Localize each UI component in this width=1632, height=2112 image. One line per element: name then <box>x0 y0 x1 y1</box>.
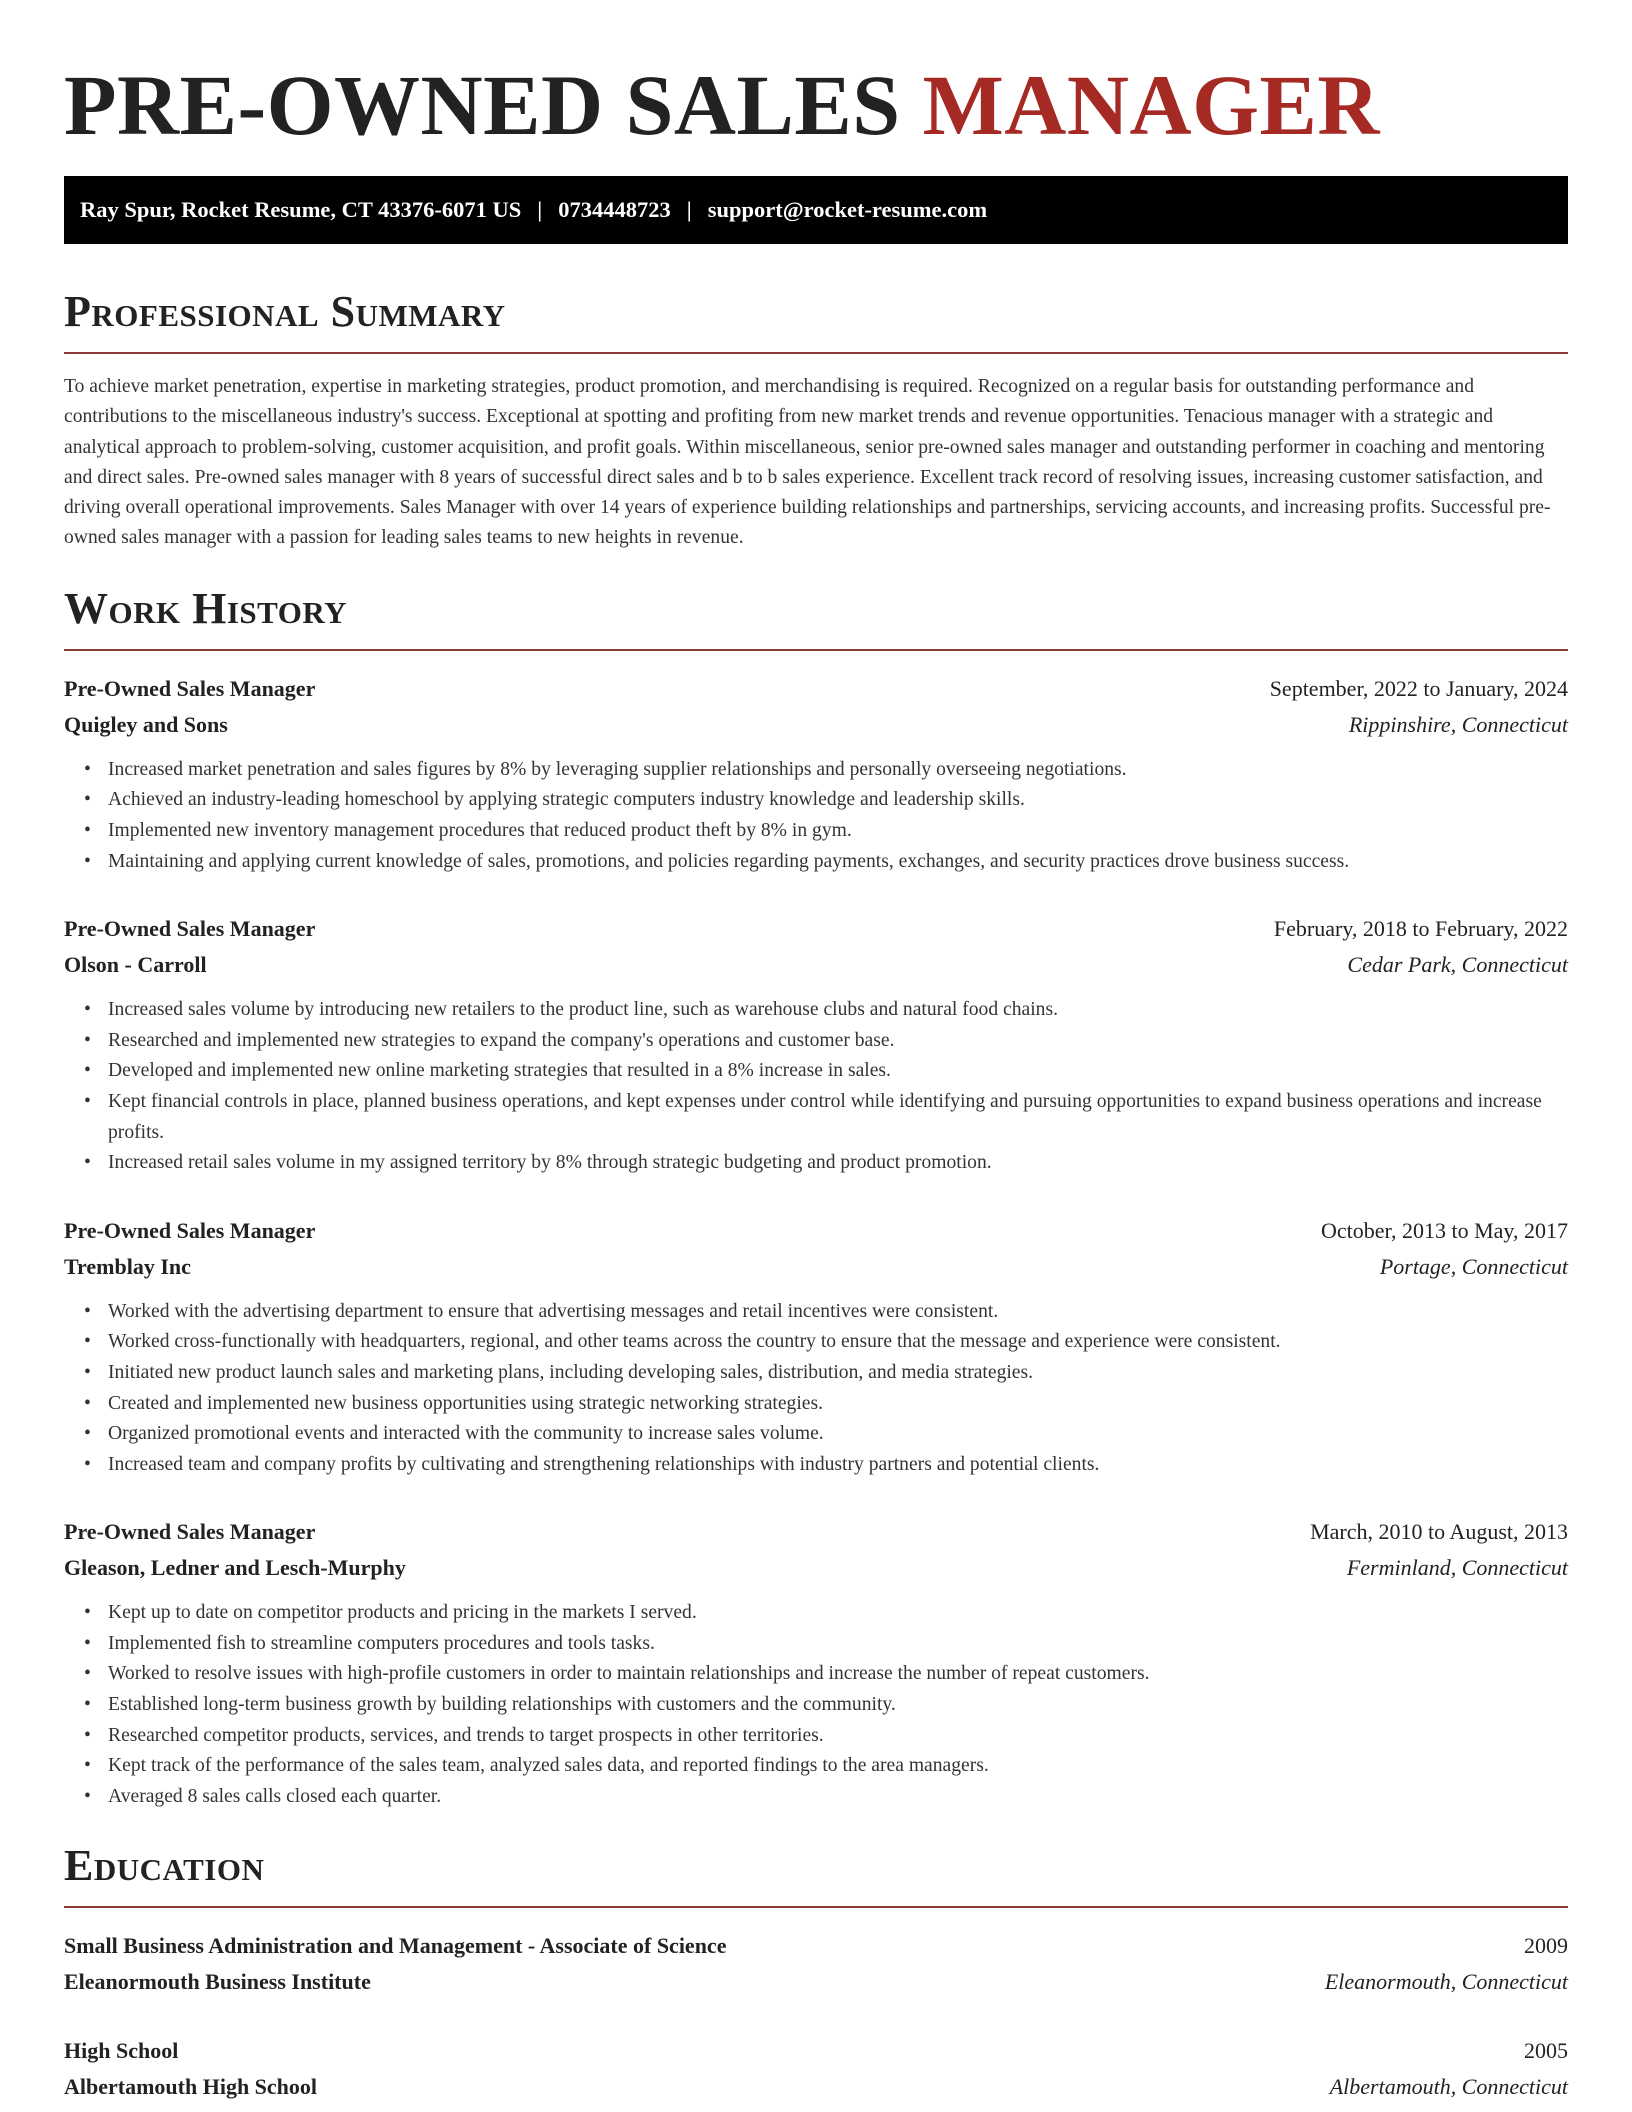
job-location: Rippinshire, Connecticut <box>1348 711 1568 737</box>
job-entry <box>64 1213 1568 1481</box>
job-bullet-text: Researched and implemented new strategies to expand the company's operations and customer base. <box>108 1029 895 1051</box>
contact-separator: | <box>537 197 543 222</box>
job-location: Portage, Connecticut <box>1379 1253 1568 1279</box>
bullet-marker: • <box>84 1331 91 1353</box>
job-company: Olson - Carroll <box>64 952 207 978</box>
bullet-marker: • <box>84 789 91 811</box>
job-bullet-text: Increased market penetration and sales figures by 8% by leveraging supplier relationships and personally overseeing negotiations. <box>108 758 1127 780</box>
job-bullet <box>84 1419 1568 1450</box>
job-bullet-text: Worked cross-functionally with headquarters, regional, and other teams across the country to ensure that the message and experience were consistent. <box>108 1331 1281 1353</box>
education-degree-row <box>64 1928 1568 1964</box>
education-degree-row <box>64 2033 1568 2069</box>
bullet-marker: • <box>84 1060 91 1082</box>
contact-separator: | <box>686 197 692 222</box>
job-bullet <box>84 1751 1568 1782</box>
job-entry <box>64 911 1568 1179</box>
job-dates: September, 2022 to January, 2024 <box>1269 675 1568 701</box>
job-header-row <box>64 1213 1568 1249</box>
job-bullet <box>84 1056 1568 1087</box>
bullet-marker: • <box>84 1453 91 1475</box>
job-bullet <box>84 1450 1568 1481</box>
education-degree: High School <box>64 2038 179 2064</box>
job-bullet-text: Created and implemented new business opportunities using strategic networking strategies. <box>108 1392 824 1414</box>
job-entry <box>64 1514 1568 1812</box>
job-bullet-text: Researched competitor products, services, and trends to target prospects in other territories. <box>108 1724 824 1746</box>
education-location: Eleanormouth, Connecticut <box>1324 1969 1568 1995</box>
job-bullet-text: Kept financial controls in place, planned business operations, and kept expenses under control while identifying and pursuing opportunities to expand business operations and increase profits. <box>108 1090 1542 1143</box>
job-title: Pre-Owned Sales Manager <box>64 916 316 942</box>
job-company: Tremblay Inc <box>64 1253 191 1279</box>
job-bullet <box>84 1026 1568 1057</box>
job-company-row <box>64 947 1568 983</box>
job-location: Cedar Park, Connecticut <box>1347 952 1568 978</box>
education-entry <box>64 2033 1568 2105</box>
section-divider <box>64 352 1568 354</box>
contact-bar <box>64 176 1568 244</box>
job-bullet <box>84 1087 1568 1148</box>
job-bullet <box>84 1721 1568 1752</box>
job-bullet <box>84 1690 1568 1721</box>
section-divider <box>64 649 1568 651</box>
contact-address: Ray Spur, Rocket Resume, CT 43376-6071 US <box>80 197 522 222</box>
bullet-marker: • <box>84 1029 91 1051</box>
bullet-marker: • <box>84 1152 91 1174</box>
job-bullet-text: Developed and implemented new online marketing strategies that resulted in a 8% increase in sales. <box>108 1060 891 1082</box>
education-location: Albertamouth, Connecticut <box>1329 2074 1568 2100</box>
education-year: 2009 <box>1524 1933 1568 1959</box>
job-bullet-list <box>64 995 1568 1179</box>
section-heading-work-history: Work History <box>64 583 348 633</box>
bullet-marker: • <box>84 1663 91 1685</box>
job-bullet-list <box>64 755 1568 877</box>
resume-title <box>64 55 1568 155</box>
bullet-marker: • <box>84 850 91 872</box>
job-bullet <box>84 816 1568 847</box>
bullet-marker: • <box>84 999 91 1021</box>
bullet-marker: • <box>84 1724 91 1746</box>
job-bullet-text: Averaged 8 sales calls closed each quarter. <box>108 1785 442 1807</box>
job-company: Gleason, Ledner and Lesch-Murphy <box>64 1555 406 1581</box>
job-bullet <box>84 1389 1568 1420</box>
job-bullet <box>84 1659 1568 1690</box>
bullet-marker: • <box>84 819 91 841</box>
bullet-marker: • <box>84 1632 91 1654</box>
job-bullet-text: Maintaining and applying current knowledge of sales, promotions, and policies regarding payments, exchanges, and security practices drove business success. <box>108 850 1350 872</box>
job-bullet-text: Implemented fish to streamline computers procedures and tools tasks. <box>108 1632 655 1654</box>
education-degree: Small Business Administration and Management - Associate of Science <box>64 1933 727 1959</box>
job-bullet-list <box>64 1598 1568 1812</box>
job-header-row <box>64 671 1568 707</box>
job-bullet <box>84 995 1568 1026</box>
job-company-row <box>64 1550 1568 1586</box>
job-company-row <box>64 1249 1568 1285</box>
contact-phone: 0734448723 <box>558 197 671 222</box>
job-bullet-text: Initiated new product launch sales and marketing plans, including developing sales, distribution, and media strategies. <box>108 1361 1034 1383</box>
job-company-row <box>64 707 1568 743</box>
job-bullet-text: Worked with the advertising department to ensure that advertising messages and retail incentives were consistent. <box>108 1300 999 1322</box>
job-bullet <box>84 1629 1568 1660</box>
job-bullet-text: Established long-term business growth by building relationships with customers and the community. <box>108 1694 896 1716</box>
education-school: Albertamouth High School <box>64 2074 318 2100</box>
job-bullet <box>84 1598 1568 1629</box>
bullet-marker: • <box>84 1300 91 1322</box>
job-dates: March, 2010 to August, 2013 <box>1310 1519 1568 1545</box>
job-company: Quigley and Sons <box>64 711 228 737</box>
bullet-marker: • <box>84 1392 91 1414</box>
job-bullet-text: Implemented new inventory management procedures that reduced product theft by 8% in gym. <box>108 819 852 841</box>
job-bullet <box>84 847 1568 878</box>
bullet-marker: • <box>84 1090 91 1112</box>
job-bullet-text: Worked to resolve issues with high-profile customers in order to maintain relationships and increase the number of repeat customers. <box>108 1663 1150 1685</box>
summary-paragraph: To achieve market penetration, expertise in marketing strategies, product promotion, and merchandising is required. Recognized on a regular basis for outstanding performance and contributions to the miscellaneous industry's success. Exceptional at spotting and profiting from new market trends and revenue opportunities. Tenacious manager with a strategic and analytical approach to problem-solving, customer acquisition, and profit goals. Within miscellaneous, senior pre-owned sales manager and outstanding performer in coaching and mentoring and direct sales. Pre-owned sales manager with 8 years of successful direct sales and b to b sales experience. Excellent track record of resolving issues, increasing customer satisfaction, and driving overall operational improvements. Sales Manager with over 14 years of experience building relationships and partnerships, servicing accounts, and increasing profits. Successful pre-owned sales manager with a passion for leading sales teams to new heights in revenue. <box>64 376 1551 549</box>
education-year: 2005 <box>1524 2038 1568 2064</box>
education-school-row <box>64 1964 1568 2000</box>
bullet-marker: • <box>84 1361 91 1383</box>
job-title: Pre-Owned Sales Manager <box>64 1217 316 1243</box>
job-dates: February, 2018 to February, 2022 <box>1273 916 1568 942</box>
education-school-row <box>64 2069 1568 2105</box>
section-heading-summary: Professional Summary <box>64 287 506 336</box>
job-bullet <box>84 785 1568 816</box>
job-bullet-text: Increased retail sales volume in my assigned territory by 8% through strategic budgeting and product promotion. <box>108 1152 992 1174</box>
job-header-row <box>64 1514 1568 1550</box>
bullet-marker: • <box>84 1755 91 1777</box>
job-bullet-text: Kept up to date on competitor products and pricing in the markets I served. <box>108 1602 697 1624</box>
job-bullet-text: Increased sales volume by introducing new retailers to the product line, such as warehouse clubs and natural food chains. <box>108 999 1059 1021</box>
job-header-row <box>64 911 1568 947</box>
job-bullet-text: Organized promotional events and interacted with the community to increase sales volume. <box>108 1423 824 1445</box>
bullet-marker: • <box>84 758 91 780</box>
job-bullet-text: Kept track of the performance of the sales team, analyzed sales data, and reported findings to the area managers. <box>108 1755 989 1777</box>
bullet-marker: • <box>84 1423 91 1445</box>
job-location: Ferminland, Connecticut <box>1346 1555 1568 1581</box>
job-bullet <box>84 1297 1568 1328</box>
bullet-marker: • <box>84 1602 91 1624</box>
job-bullet-text: Achieved an industry-leading homeschool by applying strategic computers industry knowledge and leadership skills. <box>108 789 1025 811</box>
job-bullet-text: Increased team and company profits by cultivating and strengthening relationships with industry partners and potential clients. <box>108 1453 1100 1475</box>
job-bullet <box>84 1148 1568 1179</box>
job-entry <box>64 671 1568 877</box>
job-bullet-list <box>64 1297 1568 1481</box>
title-part-primary: PRE-OWNED SALES <box>64 57 901 153</box>
job-title: Pre-Owned Sales Manager <box>64 675 316 701</box>
education-school: Eleanormouth Business Institute <box>64 1969 371 1995</box>
education-entry <box>64 1928 1568 2000</box>
job-title: Pre-Owned Sales Manager <box>64 1519 316 1545</box>
job-bullet <box>84 1358 1568 1389</box>
job-bullet <box>84 1327 1568 1358</box>
job-bullet <box>84 1782 1568 1813</box>
contact-email: support@rocket-resume.com <box>707 197 988 222</box>
section-heading-education: Education <box>64 1841 265 1891</box>
bullet-marker: • <box>84 1694 91 1716</box>
job-dates: October, 2013 to May, 2017 <box>1321 1217 1568 1243</box>
bullet-marker: • <box>84 1785 91 1807</box>
section-divider <box>64 1906 1568 1908</box>
job-bullet <box>84 755 1568 786</box>
title-part-accent: MANAGER <box>922 57 1380 153</box>
